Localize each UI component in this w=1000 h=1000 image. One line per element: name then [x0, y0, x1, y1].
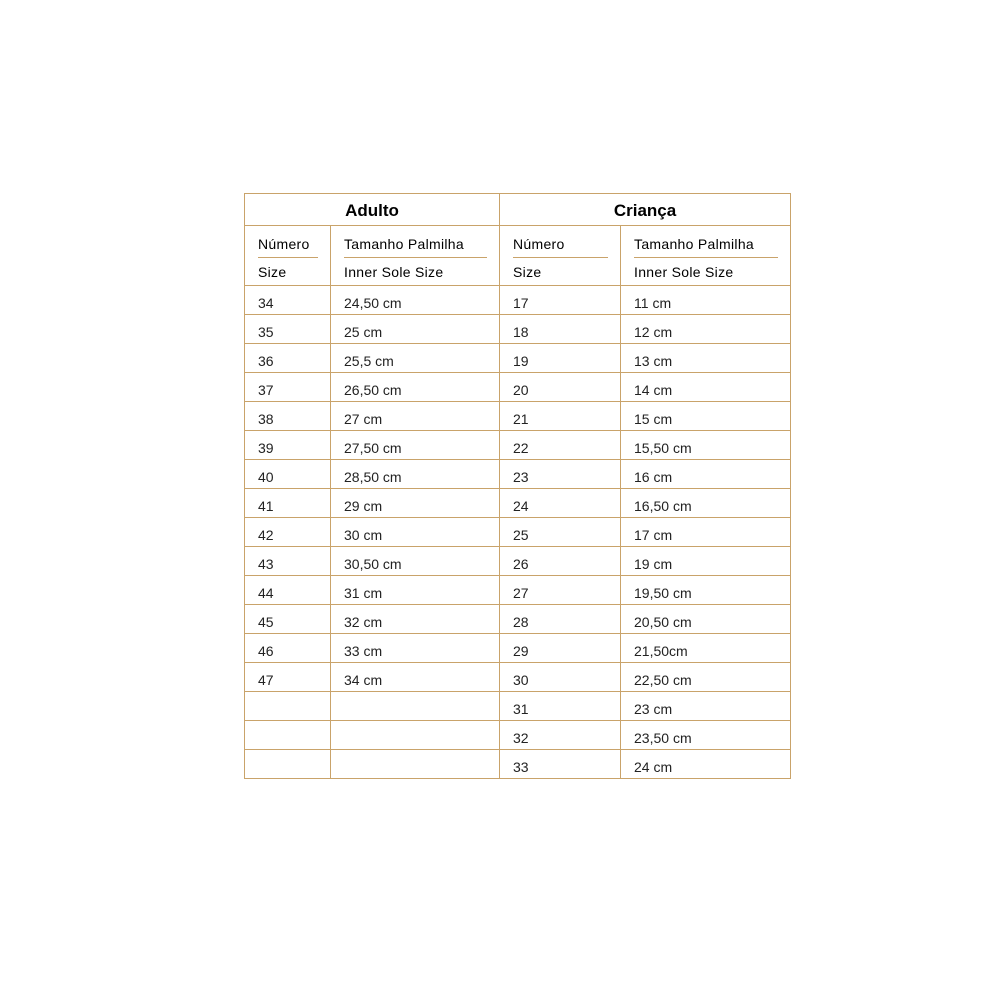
child-size-cell: 26	[500, 547, 621, 576]
adult-group-title: Adulto	[245, 194, 500, 226]
child-sole-cell: 16 cm	[621, 460, 791, 489]
adult-size-cell	[245, 721, 331, 750]
adult-sole-cell: 31 cm	[331, 576, 500, 605]
adult-sole-cell: 27 cm	[331, 402, 500, 431]
adult-sole-cell: 33 cm	[331, 634, 500, 663]
child-sole-cell: 14 cm	[621, 373, 791, 402]
child-sole-cell: 11 cm	[621, 286, 791, 315]
group-header-row	[245, 194, 791, 226]
adult-number-header	[245, 226, 331, 286]
table-row	[245, 489, 791, 518]
adult-size-cell: 39	[245, 431, 331, 460]
table-row	[245, 286, 791, 315]
child-number-header	[500, 226, 621, 286]
adult-sole-cell	[331, 721, 500, 750]
header-label: Inner Sole Size	[634, 263, 734, 280]
adult-sole-cell: 25,5 cm	[331, 344, 500, 373]
table-row	[245, 431, 791, 460]
table-row	[245, 663, 791, 692]
table-row	[245, 547, 791, 576]
table-row	[245, 692, 791, 721]
header-label: Inner Sole Size	[344, 263, 444, 280]
adult-size-cell: 34	[245, 286, 331, 315]
child-sole-cell: 20,50 cm	[621, 605, 791, 634]
adult-sole-cell: 29 cm	[331, 489, 500, 518]
child-size-cell: 20	[500, 373, 621, 402]
table-row	[245, 721, 791, 750]
child-sole-cell: 23,50 cm	[621, 721, 791, 750]
adult-size-cell: 46	[245, 634, 331, 663]
child-sole-cell: 23 cm	[621, 692, 791, 721]
child-size-cell: 33	[500, 750, 621, 779]
adult-size-cell	[245, 750, 331, 779]
adult-sole-cell: 27,50 cm	[331, 431, 500, 460]
column-header-row	[245, 226, 791, 286]
adult-size-cell: 35	[245, 315, 331, 344]
child-size-cell: 17	[500, 286, 621, 315]
table-row	[245, 402, 791, 431]
adult-size-cell: 44	[245, 576, 331, 605]
header-label: Size	[258, 263, 287, 280]
adult-sole-cell: 28,50 cm	[331, 460, 500, 489]
child-size-cell: 23	[500, 460, 621, 489]
child-sole-cell: 16,50 cm	[621, 489, 791, 518]
adult-size-cell: 38	[245, 402, 331, 431]
table-row	[245, 460, 791, 489]
child-sole-cell: 12 cm	[621, 315, 791, 344]
child-size-cell: 24	[500, 489, 621, 518]
child-size-cell: 28	[500, 605, 621, 634]
child-sole-cell: 17 cm	[621, 518, 791, 547]
table-row	[245, 576, 791, 605]
adult-sole-cell: 30 cm	[331, 518, 500, 547]
header-label: Número	[258, 235, 310, 252]
adult-size-cell: 45	[245, 605, 331, 634]
table-row	[245, 634, 791, 663]
adult-sole-cell: 30,50 cm	[331, 547, 500, 576]
child-sole-cell: 19,50 cm	[621, 576, 791, 605]
adult-size-cell	[245, 692, 331, 721]
size-chart-table	[244, 193, 791, 779]
adult-sole-cell	[331, 692, 500, 721]
child-sole-cell: 15,50 cm	[621, 431, 791, 460]
table-row	[245, 605, 791, 634]
child-size-cell: 18	[500, 315, 621, 344]
adult-sole-cell: 25 cm	[331, 315, 500, 344]
header-label: Número	[513, 235, 565, 252]
child-sole-cell: 24 cm	[621, 750, 791, 779]
adult-sole-cell: 24,50 cm	[331, 286, 500, 315]
child-sole-header	[621, 226, 791, 286]
child-size-cell: 22	[500, 431, 621, 460]
adult-sole-header	[331, 226, 500, 286]
header-label: Tamanho Palmilha	[634, 235, 754, 252]
adult-size-cell: 41	[245, 489, 331, 518]
adult-size-cell: 43	[245, 547, 331, 576]
child-size-cell: 25	[500, 518, 621, 547]
adult-size-cell: 37	[245, 373, 331, 402]
adult-size-cell: 42	[245, 518, 331, 547]
table-row	[245, 750, 791, 779]
child-size-cell: 31	[500, 692, 621, 721]
table-row	[245, 315, 791, 344]
child-sole-cell: 15 cm	[621, 402, 791, 431]
child-size-cell: 27	[500, 576, 621, 605]
table-row	[245, 373, 791, 402]
adult-sole-cell	[331, 750, 500, 779]
adult-size-cell: 36	[245, 344, 331, 373]
adult-size-cell: 40	[245, 460, 331, 489]
table-row	[245, 518, 791, 547]
child-sole-cell: 19 cm	[621, 547, 791, 576]
adult-sole-cell: 32 cm	[331, 605, 500, 634]
child-sole-cell: 21,50cm	[621, 634, 791, 663]
header-label: Tamanho Palmilha	[344, 235, 464, 252]
adult-size-cell: 47	[245, 663, 331, 692]
child-size-cell: 29	[500, 634, 621, 663]
header-label: Size	[513, 263, 542, 280]
child-size-cell: 19	[500, 344, 621, 373]
table-row	[245, 344, 791, 373]
child-sole-cell: 22,50 cm	[621, 663, 791, 692]
adult-sole-cell: 34 cm	[331, 663, 500, 692]
adult-sole-cell: 26,50 cm	[331, 373, 500, 402]
child-size-cell: 21	[500, 402, 621, 431]
child-size-cell: 32	[500, 721, 621, 750]
child-sole-cell: 13 cm	[621, 344, 791, 373]
child-size-cell: 30	[500, 663, 621, 692]
child-group-title: Criança	[500, 194, 791, 226]
